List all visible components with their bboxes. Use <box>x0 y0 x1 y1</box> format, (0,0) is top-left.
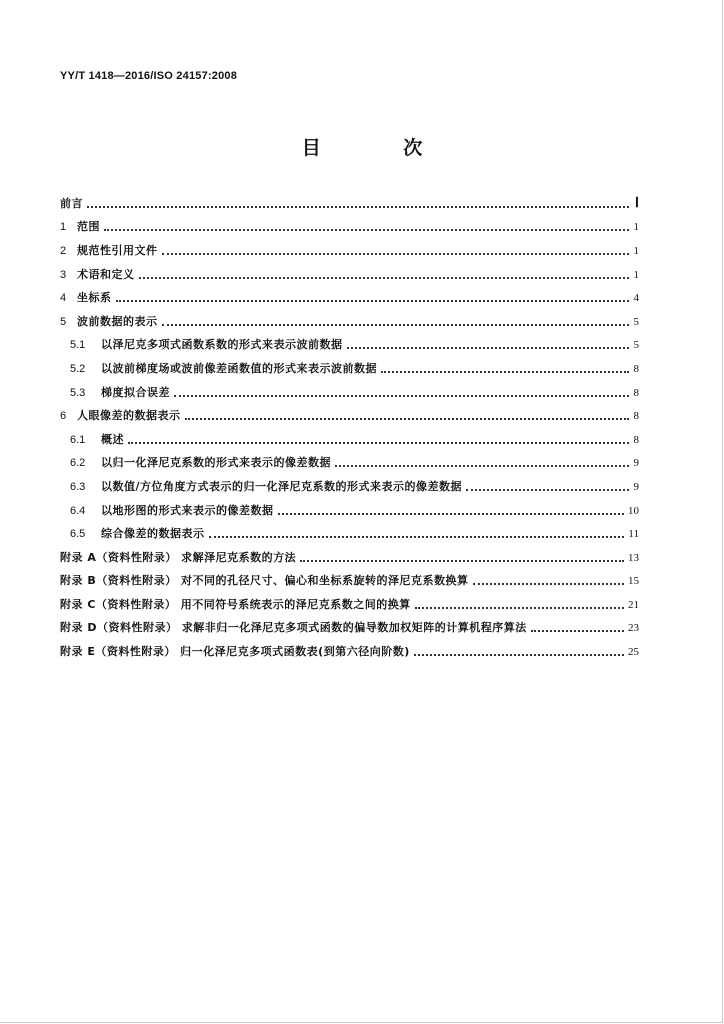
toc-entry-label: 附录 B（资料性附录） 对不同的孔径尺寸、偏心和坐标系旋转的泽尼克系数换算 <box>60 574 469 588</box>
toc-entry-page: 15 <box>628 575 639 588</box>
toc-entry[interactable] <box>60 334 639 358</box>
toc-entry-number: 2 <box>60 244 67 257</box>
toc-entry[interactable] <box>60 381 639 405</box>
toc-entry-number: 6 <box>60 410 67 423</box>
toc-dot-leader <box>174 395 629 397</box>
toc-entry-page: 5 <box>633 339 639 352</box>
toc-dot-leader <box>139 277 630 279</box>
toc-entry-label: 前言 <box>60 196 83 210</box>
toc-entry-label: 附录 D（资料性附录） 求解非归一化泽尼克多项式函数的偏导数加权矩阵的计算机程序算法 <box>60 621 527 635</box>
toc-dot-leader <box>415 607 624 609</box>
toc-entry[interactable] <box>60 640 639 664</box>
toc-entry-page: 13 <box>628 551 639 564</box>
toc-dot-leader <box>278 513 625 515</box>
toc-entry-label: 以地形图的形式来表示的像差数据 <box>101 503 274 517</box>
toc-dot-leader <box>300 560 624 562</box>
toc-entry-page: 9 <box>633 457 639 470</box>
toc-entry-page: 8 <box>633 386 639 399</box>
toc-entry[interactable] <box>60 617 639 641</box>
toc-entry-page: 1 <box>633 244 639 257</box>
toc-entry-label: 以归一化泽尼克系数的形式来表示的像差数据 <box>101 456 331 470</box>
toc-dot-leader <box>162 253 630 255</box>
toc-entry[interactable] <box>60 216 639 240</box>
toc-entry[interactable] <box>60 239 639 263</box>
toc-entry-label: 附录 E（资料性附录） 归一化泽尼克多项式函数表(到第六径向阶数) <box>60 645 410 659</box>
toc-entry[interactable] <box>60 404 639 428</box>
toc-dot-leader <box>531 630 624 632</box>
standard-code-header: YY/T 1418—2016/ISO 24157:2008 <box>60 70 238 82</box>
toc-entry-page: 8 <box>633 433 639 446</box>
toc-dot-leader <box>381 371 629 373</box>
toc-entry[interactable] <box>60 428 639 452</box>
toc-entry[interactable] <box>60 546 639 570</box>
toc-entry-page: 21 <box>628 598 639 611</box>
toc-entry-label: 以波前梯度场或波前像差函数值的形式来表示波前数据 <box>101 361 377 375</box>
toc-entry[interactable] <box>60 522 639 546</box>
toc-entry-label: 以数值/方位角度方式表示的归一化泽尼克系数的形式来表示的像差数据 <box>101 479 463 493</box>
toc-dot-leader <box>414 654 624 656</box>
toc-dot-leader <box>185 418 630 420</box>
toc-entry-label: 以泽尼克多项式函数系数的形式来表示波前数据 <box>101 338 343 352</box>
toc-entry-label: 附录 C（资料性附录） 用不同符号系统表示的泽尼克系数之间的换算 <box>60 597 411 611</box>
toc-entry[interactable] <box>60 310 639 334</box>
toc-entry-number: 5.3 <box>70 386 86 399</box>
toc-entry[interactable] <box>60 499 639 523</box>
toc-dot-leader <box>128 442 629 444</box>
toc-entry-page: 8 <box>633 362 639 375</box>
toc-entry-label: 概述 <box>101 432 124 446</box>
toc-entry[interactable] <box>60 570 639 594</box>
toc-dot-leader <box>335 465 629 467</box>
toc-entry[interactable] <box>60 475 639 499</box>
toc-entry-label: 附录 A（资料性附录） 求解泽尼克系数的方法 <box>60 550 297 564</box>
toc-entry-number: 3 <box>60 268 67 281</box>
toc-dot-leader <box>104 229 629 231</box>
toc-entry-page: 9 <box>633 480 639 493</box>
toc-entry-number: 5.1 <box>70 339 86 352</box>
toc-entry-label: 范围 <box>77 220 100 234</box>
toc-dot-leader <box>473 583 624 585</box>
table-of-contents <box>60 192 639 664</box>
toc-dot-leader <box>162 324 630 326</box>
toc-title: 目 次 <box>301 137 461 159</box>
toc-entry[interactable] <box>60 357 639 381</box>
toc-dot-leader <box>347 347 630 349</box>
toc-entry-page: 8 <box>633 410 639 423</box>
toc-entry[interactable] <box>60 452 639 476</box>
toc-entry-number: 6.2 <box>70 457 86 470</box>
toc-entry-page: 5 <box>633 315 639 328</box>
toc-dot-leader <box>466 489 629 491</box>
toc-entry[interactable] <box>60 263 639 287</box>
toc-entry[interactable] <box>60 286 639 310</box>
toc-entry-label: 人眼像差的数据表示 <box>77 409 181 423</box>
toc-entry-page: 25 <box>628 646 639 659</box>
toc-entry-number: 6.3 <box>70 480 86 493</box>
toc-entry-page: Ⅰ <box>634 195 639 211</box>
toc-dot-leader <box>209 536 625 538</box>
toc-entry-label: 梯度拟合误差 <box>101 385 170 399</box>
toc-entry-label: 规范性引用文件 <box>77 243 158 257</box>
toc-entry-number: 6.4 <box>70 504 86 517</box>
toc-entry-number: 5 <box>60 315 67 328</box>
toc-entry-page: 1 <box>633 221 639 234</box>
toc-entry-label: 波前数据的表示 <box>77 314 158 328</box>
toc-entry-number: 4 <box>60 292 67 305</box>
toc-dot-leader <box>87 206 629 208</box>
toc-entry[interactable] <box>60 192 639 216</box>
toc-entry-page: 4 <box>633 292 639 305</box>
toc-entry-page: 11 <box>628 528 639 541</box>
toc-entry-number: 6.1 <box>70 433 86 446</box>
toc-entry-number: 1 <box>60 221 67 234</box>
toc-entry-label: 术语和定义 <box>77 267 135 281</box>
toc-entry-label: 综合像差的数据表示 <box>101 527 205 541</box>
toc-entry-page: 23 <box>628 622 639 635</box>
toc-dot-leader <box>116 300 630 302</box>
toc-entry-label: 坐标系 <box>77 291 112 305</box>
toc-entry-number: 6.5 <box>70 528 86 541</box>
toc-entry-page: 1 <box>633 268 639 281</box>
toc-entry[interactable] <box>60 593 639 617</box>
toc-entry-number: 5.2 <box>70 362 86 375</box>
toc-entry-page: 10 <box>628 504 639 517</box>
